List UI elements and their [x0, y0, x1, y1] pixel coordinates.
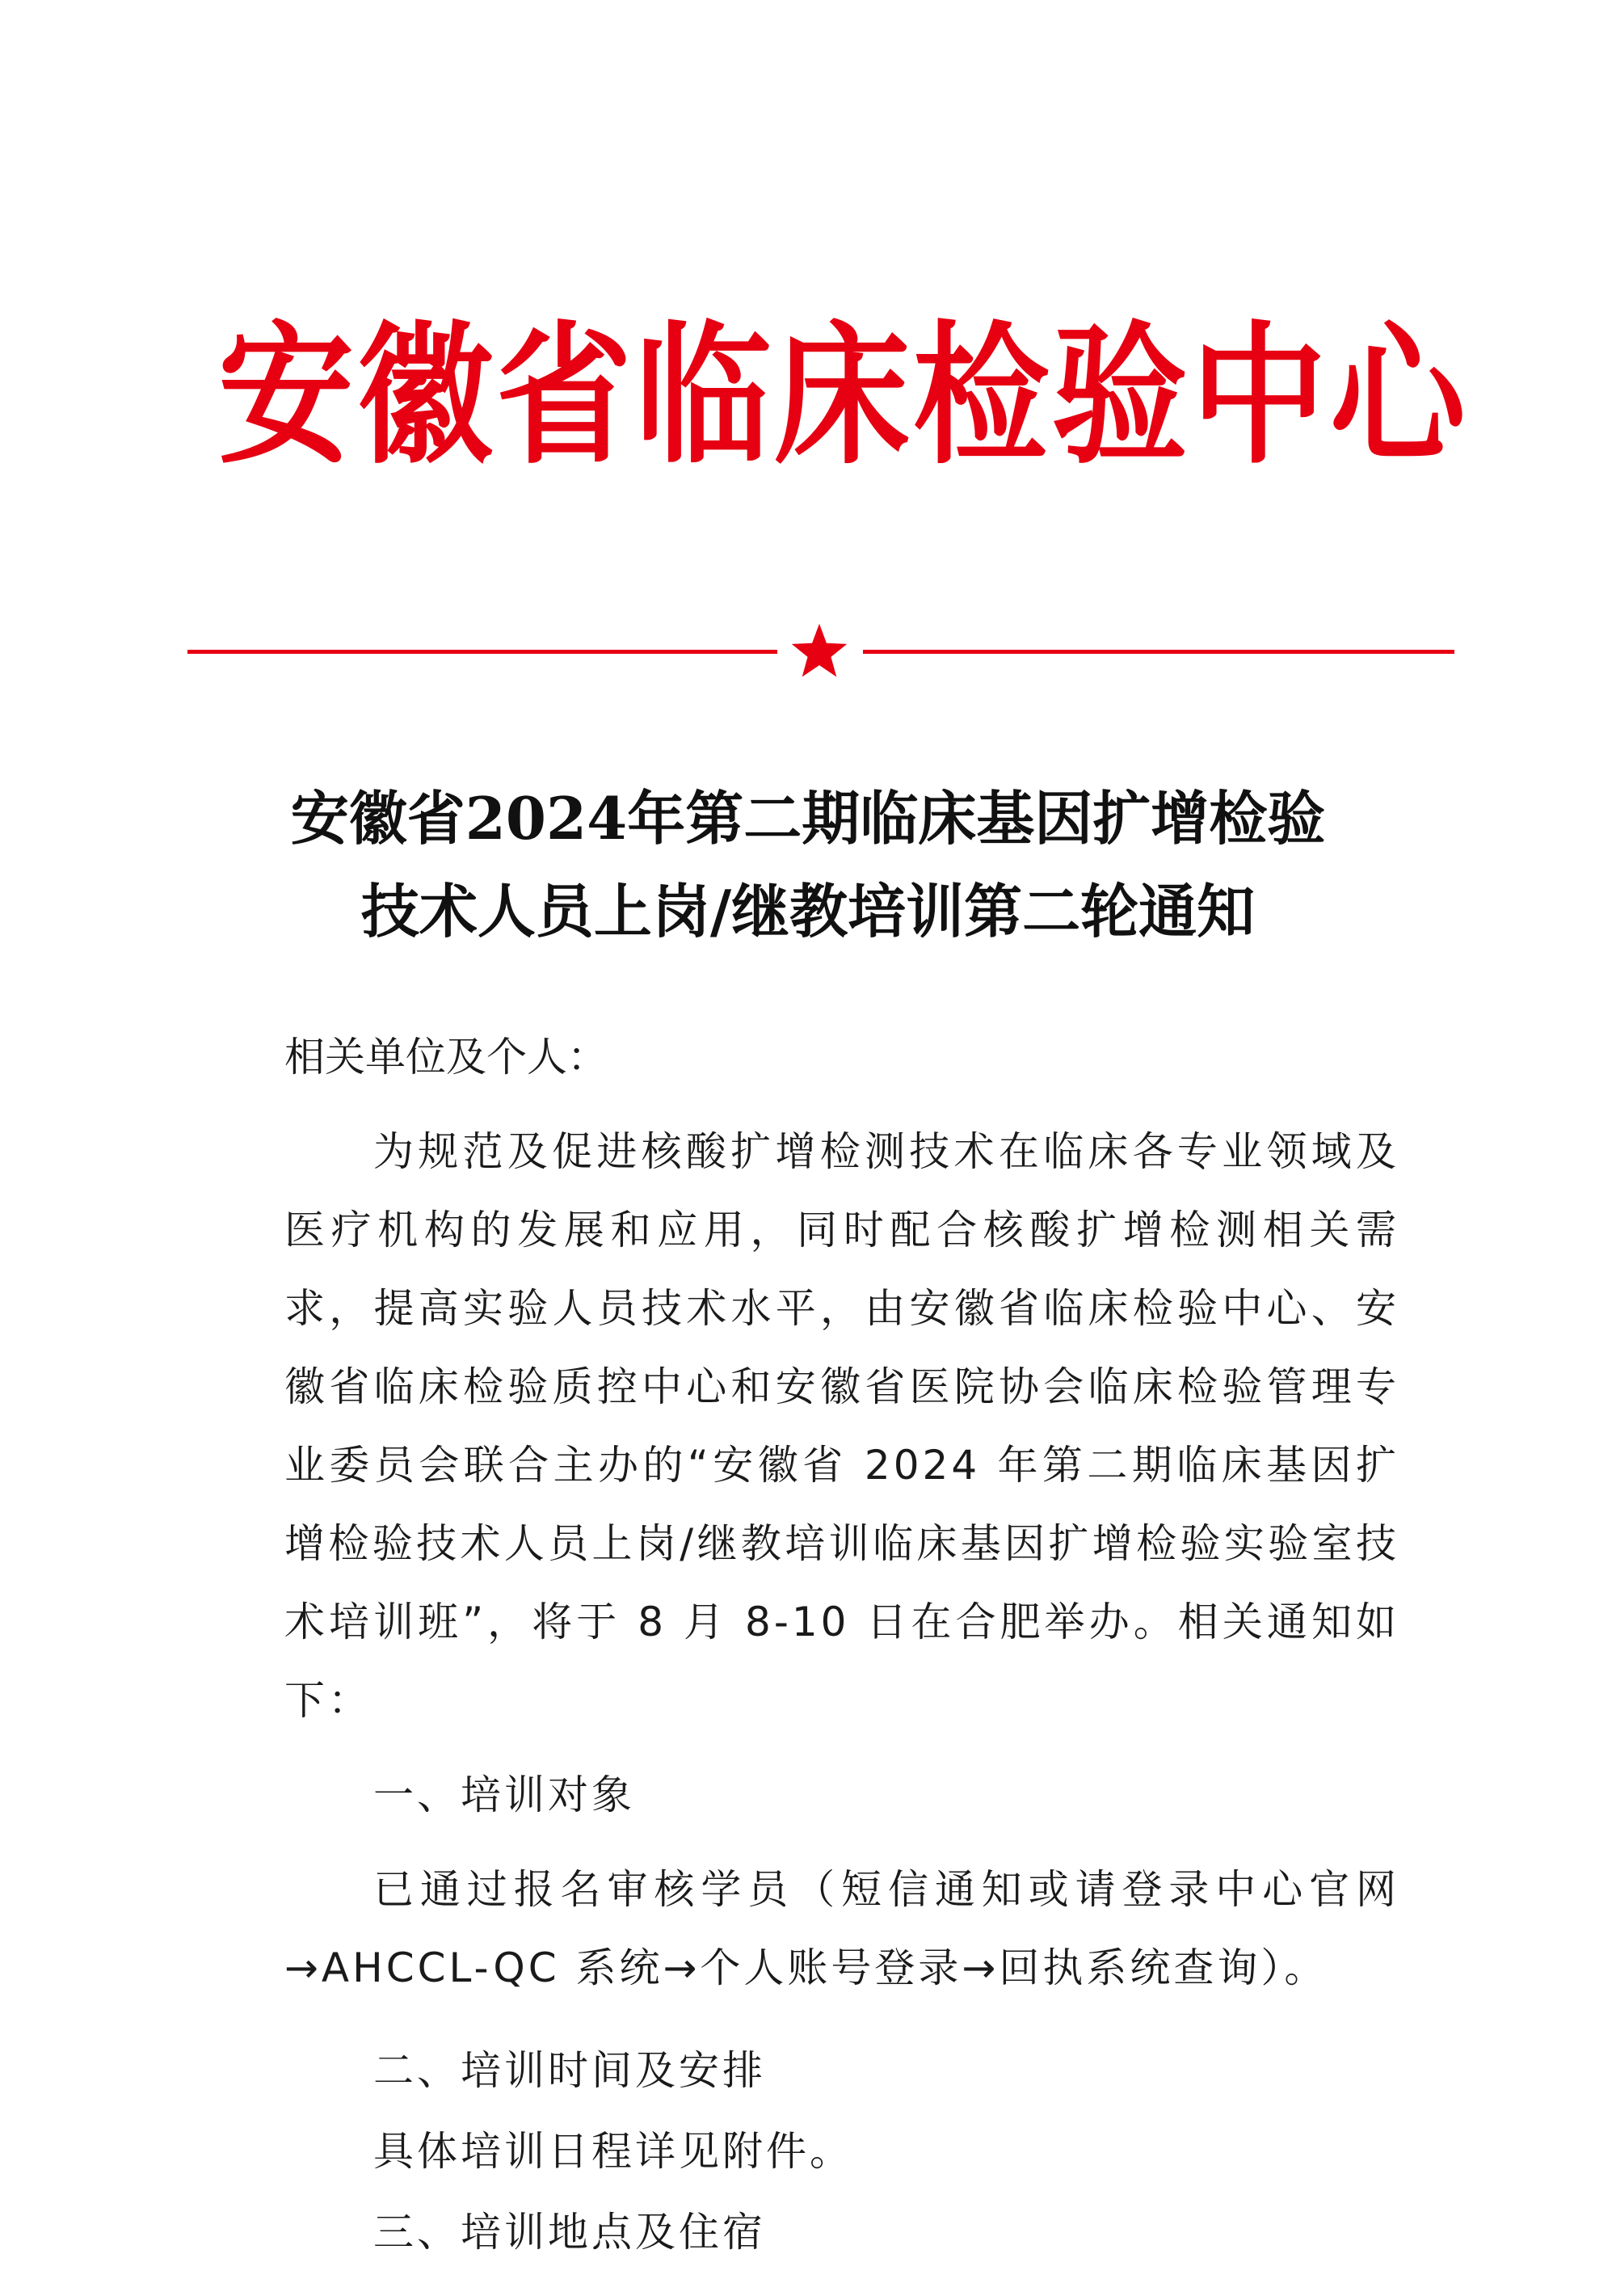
document-title-line-1: 安徽省2024年第二期临床基因扩增检验 — [290, 784, 1326, 853]
section-2-text: 具体培训日程详见附件。 — [373, 2128, 853, 2175]
section-1-heading: 一、培训对象 — [373, 1772, 635, 1818]
section-2-heading: 二、培训时间及安排 — [373, 2047, 766, 2094]
divider-rule-right — [863, 650, 1454, 654]
divider-rule-left — [187, 650, 777, 654]
section-1-text: 已通过报名审核学员（短信通知或请登录中心官网→AHCCL-QC 系统→个人账号登录→回执系统查询）。 — [284, 1866, 1399, 1991]
star-icon — [789, 621, 850, 682]
letterhead-divider — [187, 635, 1454, 668]
letterhead-org-name: 安徽省临床检验中心 — [218, 307, 1469, 485]
intro-paragraph: 为规范及促进核酸扩增检测技术在临床各专业领域及医疗机构的发展和应用，同时配合核酸扩增检测相关需求，提高实验人员技术水平，由安徽省临床检验中心、安徽省临床检验质控中心和安徽省医院协会临床检验管理专业委员会联合主办的“安徽省 2024 年第二期临床基因扩增检验技术人员上岗/继教培训临床基因扩增检验实验室技术培训班”，将于 8 月 8-10 日在合肥举办。相关通知如下： — [284, 1128, 1399, 1724]
document-title — [186, 772, 1430, 958]
salutation: 相关单位及个人： — [284, 1034, 608, 1081]
section-3-heading: 三、培训地点及住宿 — [373, 2209, 766, 2256]
document-body — [284, 1018, 1399, 2273]
document-title-line-2: 技术人员上岗/继教培训第二轮通知 — [360, 877, 1256, 946]
